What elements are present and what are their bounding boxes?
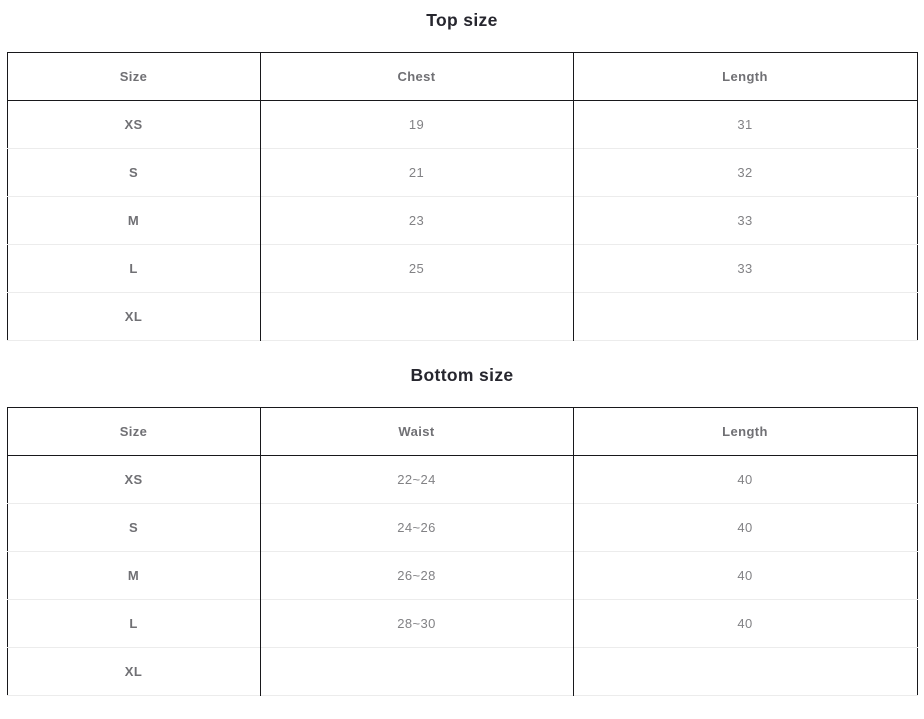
length-cell: 33 (573, 197, 917, 245)
table-row (7, 197, 917, 245)
table-header-row (7, 408, 917, 456)
length-cell: 32 (573, 149, 917, 197)
table-row (7, 552, 917, 600)
table-row (7, 245, 917, 293)
chest-cell: 19 (260, 101, 573, 149)
length-cell: 40 (573, 600, 917, 648)
chest-cell (260, 293, 573, 341)
size-cell: S (7, 504, 260, 552)
chest-cell: 25 (260, 245, 573, 293)
length-cell (573, 648, 917, 696)
chest-cell: 23 (260, 197, 573, 245)
size-cell: L (7, 600, 260, 648)
size-cell: XL (7, 648, 260, 696)
bottom-size-table (7, 407, 918, 696)
bottom-size-title: Bottom size (410, 365, 514, 385)
length-cell: 40 (573, 552, 917, 600)
column-header-chest: Chest (260, 53, 573, 101)
size-cell: M (7, 552, 260, 600)
chest-cell: 21 (260, 149, 573, 197)
table-row (7, 293, 917, 341)
top-size-section (0, 0, 924, 341)
table-header-row (7, 53, 917, 101)
table-row (7, 456, 917, 504)
size-cell: XL (7, 293, 260, 341)
waist-cell (260, 648, 573, 696)
column-header-size: Size (7, 53, 260, 101)
waist-cell: 24~26 (260, 504, 573, 552)
table-row (7, 504, 917, 552)
column-header-length: Length (573, 408, 917, 456)
size-cell: XS (124, 472, 143, 487)
table-row (7, 101, 917, 149)
column-header-size: Size (7, 408, 260, 456)
column-header-waist: Waist (260, 408, 573, 456)
table-row (7, 149, 917, 197)
size-cell: L (7, 245, 260, 293)
length-cell (573, 293, 917, 341)
waist-cell: 28~30 (260, 600, 573, 648)
size-cell: S (7, 149, 260, 197)
table-row (7, 648, 917, 696)
size-cell: XS (124, 117, 143, 132)
top-size-table (7, 52, 918, 341)
waist-cell: 26~28 (260, 552, 573, 600)
column-header-length: Length (573, 53, 917, 101)
waist-cell: 22~24 (260, 456, 573, 504)
top-size-title: Top size (426, 10, 498, 30)
length-cell: 40 (573, 504, 917, 552)
length-cell: 40 (573, 456, 917, 504)
length-cell: 33 (573, 245, 917, 293)
bottom-size-section (0, 341, 924, 696)
size-cell: M (7, 197, 260, 245)
length-cell: 31 (573, 101, 917, 149)
table-row (7, 600, 917, 648)
